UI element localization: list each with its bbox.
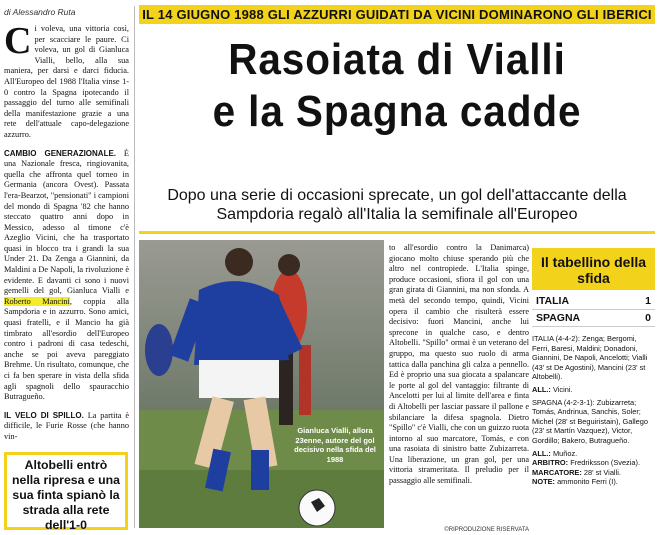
photo-caption: Gianluca Vialli, allora 23enne, autore del gol decisivo nella sfida del 1988 bbox=[294, 426, 376, 464]
byline: di Alessandro Ruta bbox=[4, 7, 76, 17]
match-photo bbox=[139, 240, 384, 528]
referee-label: ARBITRO: bbox=[532, 458, 569, 468]
scorer: 28' st Vialli. bbox=[583, 467, 621, 477]
score-row bbox=[532, 310, 655, 327]
coach-label: ALL.: bbox=[532, 384, 551, 394]
dropcap: C bbox=[4, 24, 32, 62]
lineup-spagna: SPAGNA (4-2-3-1): Zubizarreta; Tomás, Andrinua, Sanchis, Soler; Michel (28' st Beguiristain), Gallego (23' st Martín Vazquez), Victor, Gordillo; Bakero, Butragueño. bbox=[532, 397, 649, 445]
notes-label: NOTE: bbox=[532, 477, 555, 487]
referee: Fredriksson (Svezia). bbox=[570, 458, 641, 468]
paragraph-2b: , coppia alla Sampdoria e in azzurro. Sono amici, quasi fratelli, e il Mancio ha già timbrato all'esordio dell'Europeo contro i padroni di casa tedeschi, anche se poi aveva pareggiato Brehme. Un risultato, comunque, che ci fa ben sperare in vista della sfida agli spagnoli dello spauracchio Butragueño. bbox=[4, 296, 129, 402]
lineups bbox=[532, 334, 655, 490]
column-divider bbox=[134, 6, 135, 528]
left-column-text bbox=[4, 24, 129, 442]
coach-spagna: Muñoz. bbox=[552, 448, 578, 458]
headline-line-1: Rasoiata di Vialli bbox=[228, 35, 566, 84]
yellow-rule bbox=[139, 231, 655, 234]
copyright-note: ©RIPRODUZIONE RISERVATA bbox=[444, 527, 529, 533]
middle-column-text: to all'esordio contro la Danimarca) giocano molto chiuse sperando più che altro nel contropiede. L'Italia spinge, produce occasioni, sfiora il gol con una gran girata di Giannini, ma non sfonda. A metà del secondo tempo, quindi, Vicini opera il cambio che risulterà essere decisivo: fuori Mancini, anche lui sprecone in qualche caso, e dentro Altobelli. "Spillo" ormai è un veterano del gruppo, ma questo suo ruolo di arma tattica dalla panchina gli calza a pennello. Ed è proprio una sua giocata a spalancare le porte al gol del vantaggio: filtrante di Ancelotti per lui al limite dell'area e finta di Altobelli per lasciar passare il pallone e sbilanciare la difesa spagnola. Dietro "Spillo" c'è Vialli, che con un guizzo ruota intorno al suo marcatore, Tomás, e con una rasoiata di sinistro batte Zubizarreta. Una liberazione, un gran gol, per una vittoria strameritata. Il preludio per il passaggio alle semifinali. bbox=[389, 243, 529, 486]
notes: ammonito Ferri (I). bbox=[557, 477, 618, 487]
score-row bbox=[532, 293, 655, 310]
headline-line-2: e la Spagna cadde bbox=[212, 87, 582, 136]
intro-paragraph: i voleva, una vittoria così, per scacciare le paure. Ci voleva, un gol di Gianluca Vialli, bello, alla sua maniera, per darsi e darci fiducia. All'Europeo del 1988 l'Italia vinse 1-0 contro la Spagna ipotecando il passaggio del turno alle semifinali della manifestazione grazie a una rete dell'attuale capo-delegazione azzurro. bbox=[4, 24, 129, 139]
pull-quote: Altobelli entrò nella ripresa e una sua finta spianò la strada alla rete dell'1-0 bbox=[4, 452, 128, 530]
lineup-italia: ITALIA (4-4-2): Zenga; Bergomi, Ferri, Baresi, Maldini; Donadoni, Giannini, De Napoli, Ancelotti; Vialli (43' st De Agostini), Mancini (23' st Altobelli). bbox=[532, 334, 648, 382]
deck-subtitle: Dopo una serie di occasioni sprecate, un gol dell'attaccante della Sampdoria regalò all'Italia la semifinale all'Europeo bbox=[167, 187, 627, 223]
team-score: 0 bbox=[645, 312, 651, 324]
photo-illustration bbox=[139, 240, 384, 528]
kicker-banner: IL 14 GIUGNO 1988 GLI AZZURRI GUIDATI DA VICINI DOMINARONO GLI IBERICI bbox=[139, 5, 655, 24]
coach-label: ALL.: bbox=[532, 448, 551, 458]
paragraph-2a: È una Nazionale fresca, ringiovanita, quella che affronta quel torneo in Germania (ancora Ovest). Passata l'era-Bearzot, "pensionati" i campioni del mondo di Spagna '82 che hanno steccato quattro anni dopo in Messico, adesso al timone c'è Azeglio Vicini, che ha trasportato quasi in blocco tra i grandi la sua Under 21. Da Zenga a Giannini, da Maldini a De Napoli, la rivoluzione è evidente. E davanti ci sono i nuovi gemelli del gol, Gianluca Vialli e bbox=[4, 148, 129, 296]
subhead-velo: IL VELO DI SPILLO. bbox=[4, 410, 84, 420]
paragraph-3: La partita è difficile, le Furie Rosse (che hanno vin- bbox=[4, 410, 129, 441]
tabellino-title: Il tabellino della sfida bbox=[532, 248, 655, 290]
highlighted-name: Roberto Mancini bbox=[4, 296, 70, 306]
score-table bbox=[532, 293, 655, 327]
team-name: ITALIA bbox=[536, 295, 570, 307]
scorer-label: MARCATORE: bbox=[532, 467, 582, 477]
team-score: 1 bbox=[645, 295, 651, 307]
coach-italia: Vicini. bbox=[552, 384, 573, 394]
subhead-cambio: CAMBIO GENERAZIONALE. bbox=[4, 148, 117, 158]
team-name: SPAGNA bbox=[536, 312, 581, 324]
